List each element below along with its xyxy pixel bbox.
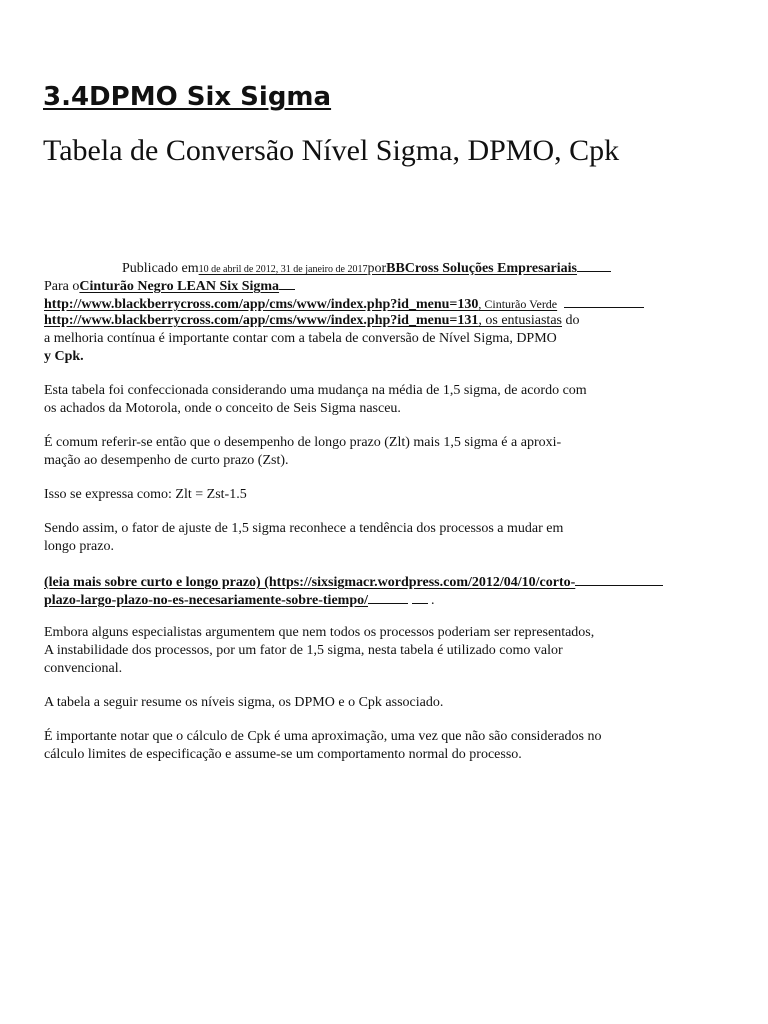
underline-blank (412, 590, 428, 604)
enthusiasts-label[interactable]: , os entusiastas (478, 313, 562, 328)
paragraph-6: A tabela a seguir resume os níveis sigma, os DPMO e o Cpk associado. (44, 695, 444, 710)
paragraph-gap (44, 366, 704, 382)
intro-line-3-end: do (561, 313, 580, 328)
intro-line-4: a melhoria contínua é importante contar com a tabela de conversão de Nível Sigma, DPMO (44, 331, 557, 346)
page-subtitle: Tabela de Conversão Nível Sigma, DPMO, Cpk (43, 134, 620, 167)
published-label: Publicado em (122, 261, 199, 276)
paragraph-gap (44, 608, 704, 624)
paragraph-4-line-1: Sendo assim, o fator de ajuste de 1,5 sigma reconhece a tendência dos processos a mudar em (44, 521, 564, 536)
paragraph-2-line-1: É comum referir-se então que o desempenho de longo prazo (Zlt) mais 1,5 sigma é a aproxi- (44, 435, 562, 450)
publication-line (44, 258, 704, 276)
read-more-end: . (427, 593, 435, 608)
underline-blank (564, 294, 644, 308)
intro-para-label: Para o (44, 279, 80, 294)
publication-dates: 10 de abril de 2012, 31 de janeiro de 2017 (198, 264, 368, 275)
paragraph-5-line-1: Embora alguns especialistas argumentem que nem todos os processos poderiam ser representados, (44, 625, 595, 640)
paragraph-1-line-1: Esta tabela foi confeccionada considerando uma mudança na média de 1,5 sigma, de acordo com (44, 383, 587, 398)
paragraph-gap (44, 470, 704, 486)
paragraph-7-line-1: É importante notar que o cálculo de Cpk é uma aproximação, uma vez que não são considerados no (44, 729, 602, 744)
paragraph-gap (44, 504, 704, 520)
paragraph-5-line-2: A instabilidade dos processos, por um fator de 1,5 sigma, nesta tabela é utilizado como valor (44, 643, 563, 658)
paragraph-gap (44, 556, 704, 572)
paragraph-1-line-2: os achados da Motorola, onde o conceito de Seis Sigma nasceu. (44, 401, 401, 416)
underline-blank (575, 572, 663, 586)
paragraph-gap (44, 678, 704, 694)
intro-line-3 (44, 312, 704, 330)
by-label: por (367, 261, 387, 276)
paragraph-gap (44, 712, 704, 728)
author-link[interactable]: BBCross Soluções Empresariais (386, 261, 577, 276)
underline-blank (577, 258, 611, 272)
underline-blank (279, 276, 295, 290)
black-belt-url-link[interactable]: http://www.blackberrycross.com/app/cms/www/index.php?id_menu=130 (44, 297, 479, 312)
paragraph-4-line-2: longo prazo. (44, 539, 114, 554)
underline-blank (368, 590, 408, 604)
paragraph-2-line-2: mação ao desempenho de curto prazo (Zst). (44, 453, 289, 468)
read-more-link[interactable]: (leia mais sobre curto e longo prazo) (https://sixsigmacr.wordpress.com/2012/04/10/corto- (44, 575, 576, 590)
document-body (44, 258, 704, 764)
green-belt-label[interactable]: , Cinturão Verde (478, 297, 558, 311)
green-belt-url-link[interactable]: http://www.blackberrycross.com/app/cms/www/index.php?id_menu=131 (44, 313, 479, 328)
paragraph-gap (44, 418, 704, 434)
read-more-line-1 (44, 572, 704, 590)
intro-line-2 (44, 294, 704, 312)
paragraph-5-line-3: convencional. (44, 661, 123, 676)
intro-line-1 (44, 276, 704, 294)
section-heading: 3.4DPMO Six Sigma (43, 82, 332, 112)
paragraph-3: Isso se expressa como: Zlt = Zst-1.5 (44, 487, 247, 502)
read-more-link-cont[interactable]: plazo-largo-plazo-no-es-necesariamente-sobre-tiempo/ (44, 593, 368, 608)
black-belt-link[interactable]: Cinturão Negro LEAN Six Sigma (79, 279, 280, 294)
intro-line-5: y Cpk. (44, 349, 84, 364)
paragraph-7-line-2: cálculo limites de especificação e assume-se um comportamento normal do processo. (44, 747, 522, 762)
read-more-line-2 (44, 590, 704, 608)
